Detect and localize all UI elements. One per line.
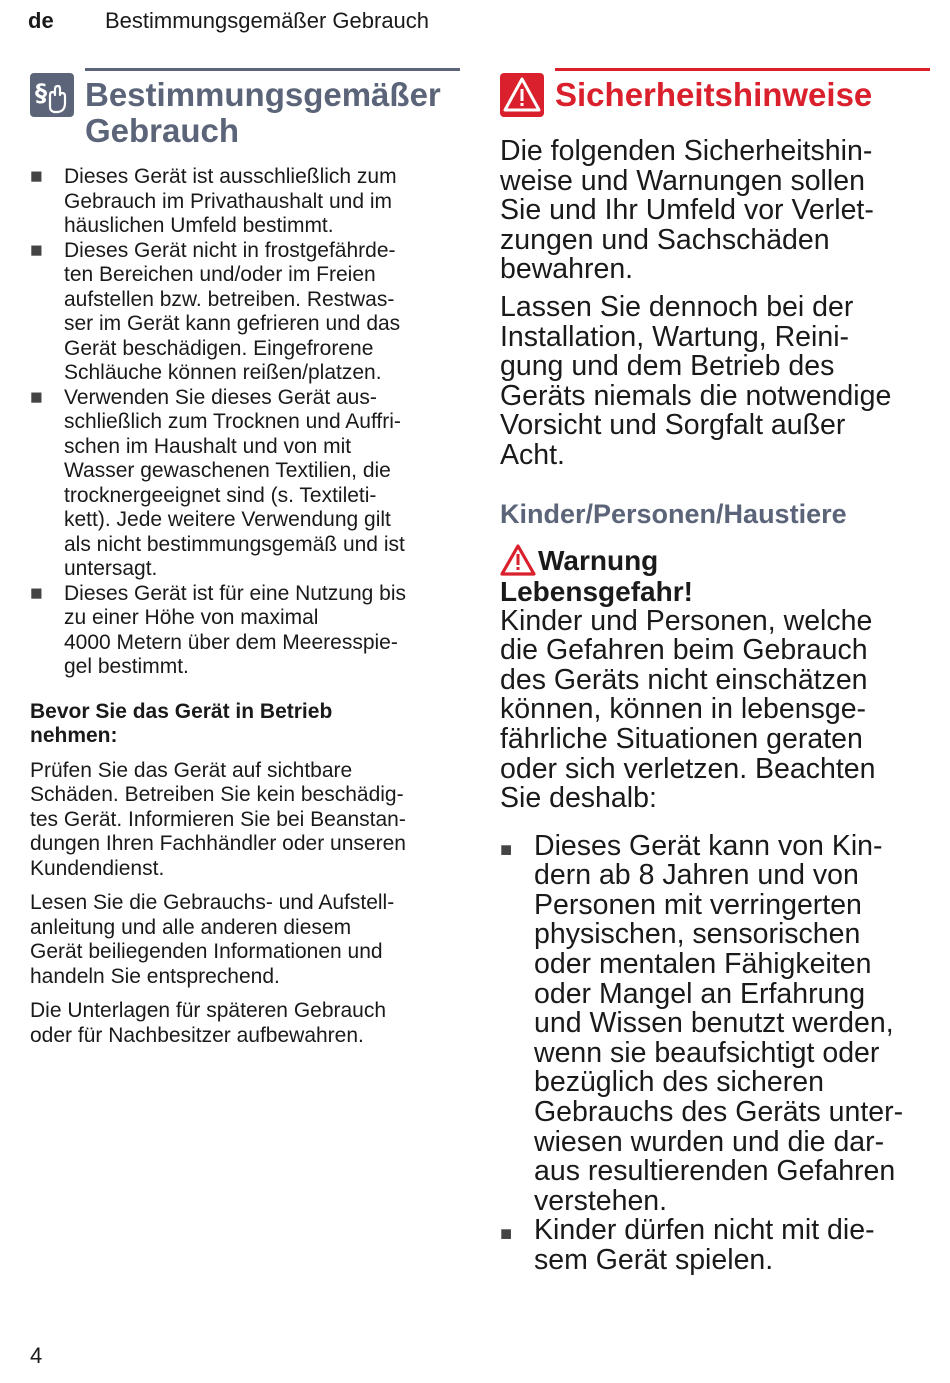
law-hand-icon — [30, 73, 74, 117]
page-header — [28, 8, 430, 34]
children-list — [500, 829, 930, 1276]
intro-paragraph: Lassen Sie dennoch bei der Installation, Wartung, Reini- gung und dem Betrieb des Geräts niemals die notwendige Vorsicht und Sorgfalt außer Acht. — [500, 290, 892, 471]
running-title: Bestimmungsgemäßer Gebrauch — [105, 8, 430, 33]
list-item: ■ Dieses Gerät kann von Kin- dern ab 8 Jahren und von Personen mit verringerten physischen, sensorischen oder mentalen Fähigkeiten oder Mangel an Erfahrung und Wissen benutzt werden, wenn sie beaufsichtigt oder bezüglich des sicheren Gebrauchs des Geräts unter- wiesen wurden und die dar- aus resultierenden Gefahren verstehen. — [500, 829, 904, 1217]
page-number: 4 — [30, 1343, 43, 1368]
language-code: de — [28, 8, 54, 33]
list-item: ■ Kinder dürfen nicht mit die- sem Gerät spielen. — [500, 1214, 875, 1276]
left-column — [30, 68, 460, 1048]
bullet-square-icon: ■ — [500, 1223, 513, 1246]
section-title-safety: Sicherheitshinweise — [555, 76, 873, 113]
bullet-square-icon: ■ — [500, 838, 513, 861]
bullet-square-icon: ■ — [30, 165, 43, 188]
right-column — [500, 68, 930, 1276]
bullet-square-icon: ■ — [30, 385, 43, 409]
section-heading-safety — [555, 68, 930, 113]
warning-text: Kinder und Personen, welche die Gefahren beim Gebrauch des Geräts nicht einschätzen können, können in lebensge- fährliche Situationen geraten oder sich verletzen. Beachten Sie deshalb: — [500, 604, 876, 815]
intro-paragraph: Die folgenden Sicherheitshin- weise und Warnungen sollen Sie und Ihr Umfeld vor Verlet- zungen und Sachschäden bewahren. — [500, 135, 874, 286]
bullet-square-icon: ■ — [30, 581, 43, 605]
warning-label: Warnung — [538, 544, 659, 576]
before-operation-subheading: Bevor Sie das Gerät in Betrieb nehmen: — [30, 699, 333, 747]
warning-triangle-icon — [500, 73, 544, 117]
bullet-square-icon: ■ — [30, 238, 43, 262]
intended-use-list — [30, 165, 460, 680]
warning-triangle-icon — [500, 544, 536, 582]
list-item: ■ Dieses Gerät nicht in frostgefährde- ten Bereichen und/oder im Freien aufstellen bzw. betreiben. Restwas- ser im Gerät kann gefrieren und das Gerät beschädigen. Eingefrorene Schläuche können reißen/platzen. — [30, 238, 401, 384]
warning-heading — [500, 545, 930, 607]
section-title-intended-use: Bestimmungsgemäßer Gebrauch — [85, 76, 441, 149]
paragraph: Prüfen Sie das Gerät auf sichtbare Schäden. Betreiben Sie kein beschädig- tes Gerät. Informieren Sie bei Beanstan- dungen Ihren Fachhändler oder unseren Kundendienst. — [30, 758, 406, 880]
warning-title: Lebensgefahr! — [500, 575, 693, 607]
list-item: ■ Dieses Gerät ist ausschließlich zum Gebrauch im Privathaushalt und im häuslichen Umfeld bestimmt. — [30, 165, 397, 237]
paragraph: Lesen Sie die Gebrauchs- und Aufstell- anleitung und alle anderen diesem Gerät beiliegenden Informationen und handeln Sie entsprechend. — [30, 891, 395, 988]
list-item: ■ Dieses Gerät ist für eine Nutzung bis zu einer Höhe von maximal 4000 Metern über dem Meeresspie- gel bestimmt. — [30, 581, 406, 678]
svg-text:§: § — [35, 79, 47, 107]
section-heading-intended-use — [35, 68, 460, 149]
list-item: ■ Verwenden Sie dieses Gerät aus- schließlich zum Trocknen und Auffri- schen im Haushalt und von mit Wasser gewaschenen Textilien, die trocknergeeignet sind (s. Textileti- kett). Jede weitere Verwendung gilt als nicht bestimmungsgemäß und ist untersagt. — [30, 385, 405, 580]
paragraph: Die Unterlagen für späteren Gebrauch oder für Nachbesitzer aufbewahren. — [30, 999, 387, 1047]
subsection-title-children: Kinder/Personen/Haustiere — [500, 498, 847, 529]
